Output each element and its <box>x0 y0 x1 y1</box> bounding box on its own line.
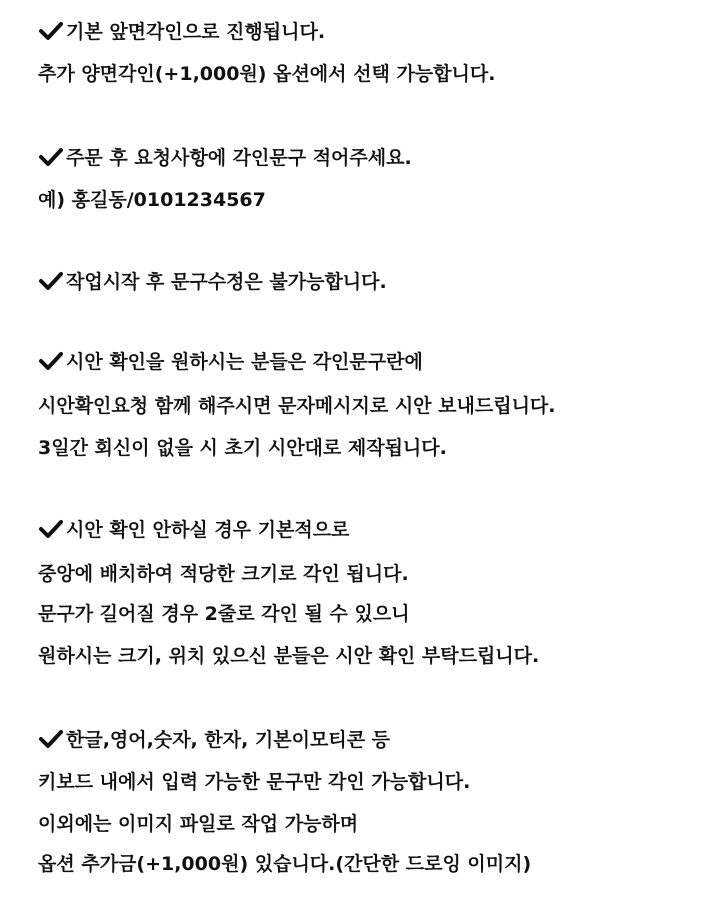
check-mark-icon <box>38 729 64 749</box>
notice-text: 시안확인요청 함께 해주시면 문자메시지로 시안 보내드립니다. <box>38 395 556 417</box>
notice-line <box>38 516 349 544</box>
notice-line <box>38 726 390 754</box>
notice-text: 이외에는 이미지 파일로 작업 가능하며 <box>38 813 359 835</box>
notice-line <box>38 186 266 214</box>
notice-text: 원하시는 크기, 위치 있으신 분들은 시안 확인 부탁드립니다. <box>38 645 540 667</box>
check-mark-icon <box>38 519 64 539</box>
notice-text: 기본 앞면각인으로 진행됩니다. <box>66 21 326 43</box>
notice-text: 키보드 내에서 입력 가능한 문구만 각인 가능합니다. <box>38 771 471 793</box>
check-mark-icon <box>38 147 64 167</box>
notice-line <box>38 642 539 670</box>
notice-line <box>38 18 325 46</box>
notice-text: 작업시작 후 문구수정은 불가능합니다. <box>66 271 387 293</box>
check-mark-icon <box>38 271 64 291</box>
notice-line <box>38 268 387 296</box>
notice-line <box>38 392 556 420</box>
notice-line <box>38 810 358 838</box>
notice-text: 시안 확인 안하실 경우 기본적으로 <box>66 519 350 541</box>
notice-line <box>38 600 410 628</box>
notice-text: 옵션 추가금(+1,000원) 있습니다.(간단한 드로잉 이미지) <box>38 853 532 875</box>
check-mark-icon <box>38 351 64 371</box>
notice-text: 추가 양면각인(+1,000원) 옵션에서 선택 가능합니다. <box>38 63 496 85</box>
notice-text: 중앙에 배치하여 적당한 크기로 각인 됩니다. <box>38 563 409 585</box>
notice-text: 예) 홍길동/0101234567 <box>38 189 266 211</box>
check-mark-icon <box>38 21 64 41</box>
notice-text: 한글,영어,숫자, 한자, 기본이모티콘 등 <box>66 729 391 751</box>
notice-text: 3일간 회신이 없을 시 초기 시안대로 제작됩니다. <box>38 437 447 459</box>
notice-line <box>38 768 470 796</box>
notice-text: 주문 후 요청사항에 각인문구 적어주세요. <box>66 147 412 169</box>
notice-line <box>38 348 423 376</box>
notice-line <box>38 850 531 878</box>
notice-text: 시안 확인을 원하시는 분들은 각인문구란에 <box>66 351 423 373</box>
notice-text: 문구가 길어질 경우 2줄로 각인 될 수 있으니 <box>38 603 410 625</box>
notice-line <box>38 560 409 588</box>
notice-line <box>38 60 495 88</box>
notice-line <box>38 434 447 462</box>
notice-line <box>38 144 412 172</box>
